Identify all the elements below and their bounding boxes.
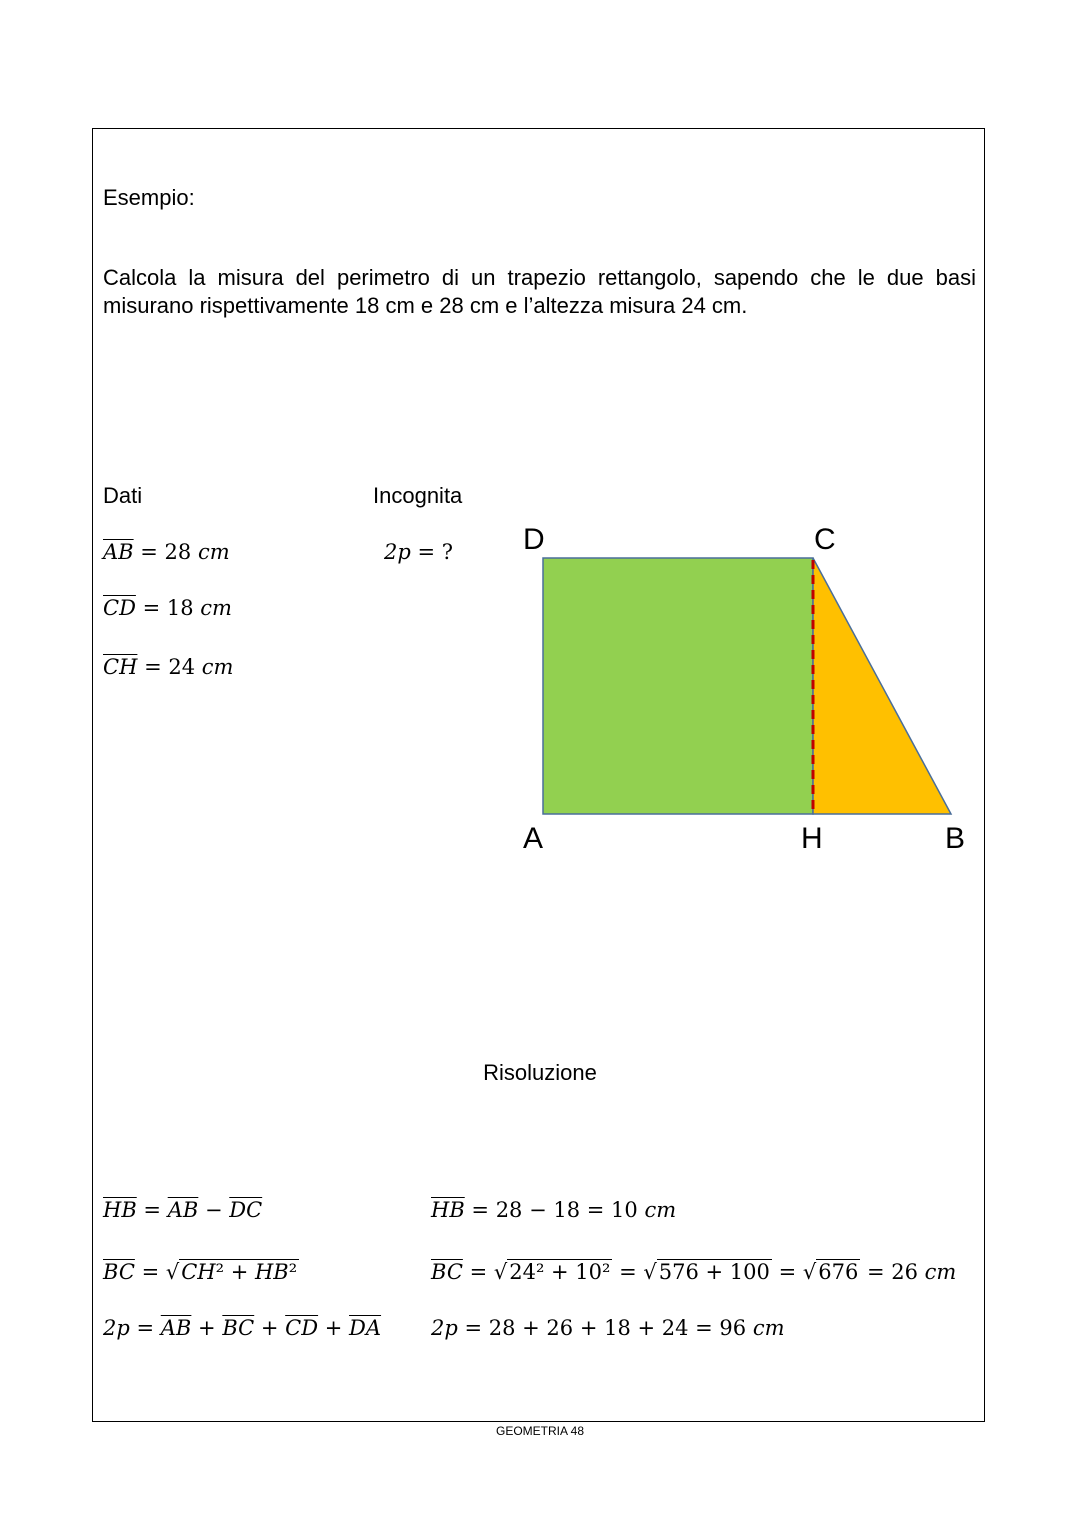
risoluzione-title: Risoluzione (483, 1060, 597, 1085)
label-b: B (945, 822, 966, 855)
dato-cd: $\overline{CD} = 18$ cm (103, 596, 232, 620)
dato-ch: $\overline{CH} = 24$ cm (103, 655, 234, 679)
dato-ab: $\overline{AB} = 28$ cm (103, 540, 230, 564)
incognita-title: Incognita (373, 483, 463, 508)
label-c: C (814, 523, 836, 556)
label-a: A (523, 822, 544, 855)
label-d: D (523, 523, 545, 556)
result-hb: $\overline{HB} = 28 - 18 = 10$ cm (431, 1198, 677, 1222)
result-perimeter: 2p = 28 + 26 + 18 + 24 = 96 cm (431, 1316, 785, 1340)
example-heading: Esempio: (103, 185, 195, 210)
formula-bc: $\overline{BC} = √CH^2 + HB^2$ (103, 1260, 298, 1284)
triangle-region (813, 558, 951, 814)
formula-perimeter: $2p = \overline{AB} + \overline{BC} + \overline{CD} + \overline{DA}$ (103, 1316, 382, 1340)
problem-text: Calcola la misura del perimetro di un trapezio rettangolo, sapendo che le due basi misurano rispettivamente 18 cm e 28 cm e l’altezza misura 24 cm. (103, 265, 976, 318)
page-footer: GEOMETRIA 48 (495, 1424, 585, 1438)
incognita-value: 2p = ? (384, 540, 454, 564)
rectangle-region (543, 558, 813, 814)
dati-title: Dati (103, 483, 143, 508)
result-bc: $\overline{BC} = √24^2 + 10^2 = √576 + 100 = √676 = 26$ cm (431, 1260, 957, 1284)
label-h: H (801, 822, 823, 855)
formula-hb: $\overline{HB} = \overline{AB} - \overline{DC}$ (103, 1198, 263, 1222)
